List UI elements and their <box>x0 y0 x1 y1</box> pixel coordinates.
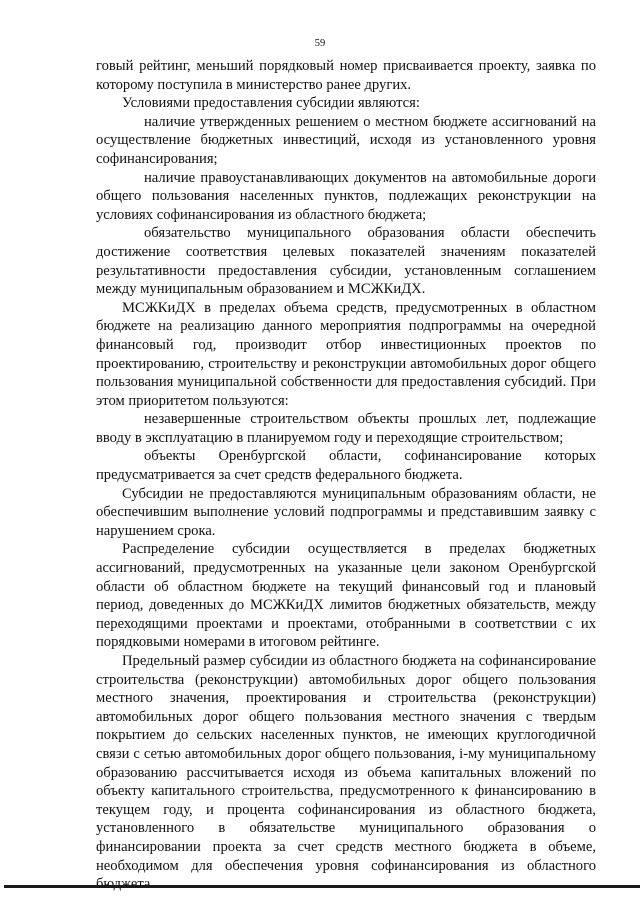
paragraph-selection: МСЖКиДХ в пределах объема средств, предусмотренных в областном бюджете на реализацию данного мероприятия подпрограммы на очередной финансовый год, производит отбор инвестиционных проектов по проектированию, строительству и реконструкции автомобильных дорог общего пользования муниципальной собственности для предоставления субсидий. При этом приоритетом пользуются: <box>96 299 596 409</box>
paragraph-continuation: говый рейтинг, меньший порядковый номер присваивается проекту, заявка по которому поступила в министерство ранее других. <box>96 58 596 93</box>
paragraph-max-subsidy: Предельный размер субсидии из областного бюджета на софинансирование строительства (реконструкции) автомобильных дорог общего пользования местного значения, проектирования и строительства (реконструкции) автомобильных дорог общего пользования местного значения с твердым покрытием до сельских населенных пунктов, не имеющих круглогодичной связи с сетью автомобильных дорог общего пользования, i-му муниципальному образованию рассчитывается исходя из объема капитальных вложений по объекту капитального строительства, предусмотренного к финансированию в текущем году, и процента софинансирования из областного бюджета, установленного в обязательстве муниципального образования о финансировании проекта за счет средств местного бюджета в объеме, необходимом для обеспечения уровня софинансирования из областного бюджета. <box>96 653 596 893</box>
paragraph-distribution: Распределение субсидии осуществляется в пределах бюджетных ассигнований, предусмотренных на указанные цели законом Оренбургской области об областном бюджете на текущий финансовый год и плановый период, доведенных до МСЖКиДХ лимитов бюджетных обязательств, между переходящими проектами и проектами, отобранными в соответствии с их порядковыми номерами в итоговом рейтинге. <box>96 541 596 651</box>
paragraph-conditions-intro: Условиями предоставления субсидии являются: <box>122 95 420 112</box>
page-number: 59 <box>314 38 326 49</box>
paragraph-condition-obligation: обязательство муниципального образования области обеспечить достижение соответствия целевых показателей значениям показателей результативности предоставления субсидии, установленным соглашением между муниципальным образованием и МСЖКиДХ. <box>96 225 596 298</box>
paragraph-priority-federal: объекты Оренбургской области, софинансирование которых предусматривается за счет средств федерального бюджета. <box>96 448 596 484</box>
bottom-rule <box>4 885 640 888</box>
paragraph-exclusion: Субсидии не предоставляются муниципальным образованиям области, не обеспечившим выполнение условий подпрограммы и представившим заявку с нарушением срока. <box>96 485 596 539</box>
paragraph-condition-budget: наличие утвержденных решением о местном бюджете ассигнований на осуществление бюджетных инвестиций, исходя из установленного уровня софинансирования; <box>96 113 596 167</box>
paragraph-condition-documents: наличие правоустанавливающих документов на автомобильные дороги общего пользования населенных пунктов, подлежащих реконструкции на условиях софинансирования из областного бюджета; <box>96 169 596 223</box>
paragraph-priority-unfinished: незавершенные строительством объекты прошлых лет, подлежащие вводу в эксплуатацию в планируемом году и переходящие строительством; <box>96 411 596 446</box>
body-text <box>96 57 596 894</box>
